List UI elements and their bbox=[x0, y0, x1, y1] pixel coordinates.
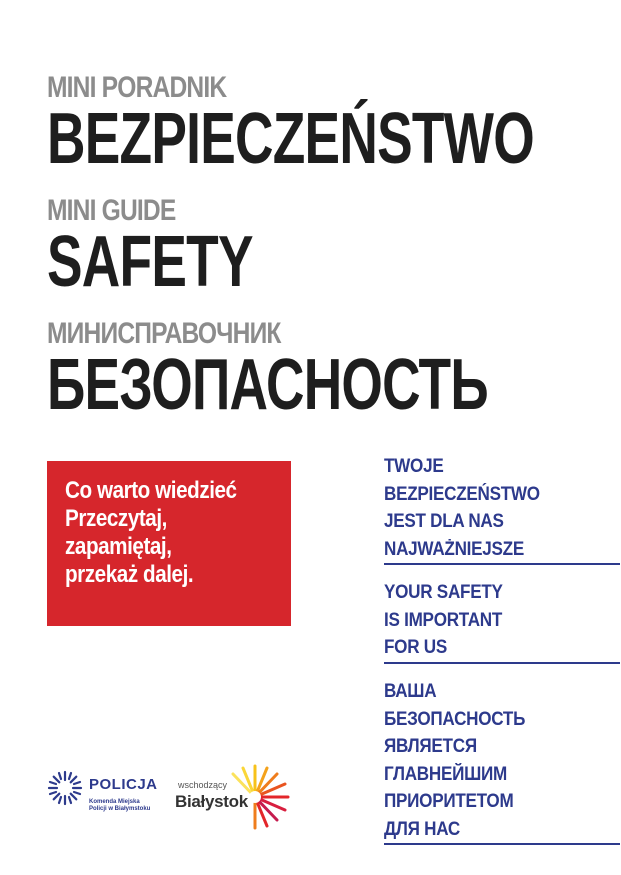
message-line: ПРИОРИТЕТОМ bbox=[384, 791, 514, 812]
message-polish bbox=[384, 453, 620, 565]
police-logo bbox=[47, 770, 167, 814]
message-russian bbox=[384, 678, 620, 845]
safety-messages bbox=[384, 0, 620, 875]
message-line: YOUR SAFETY bbox=[384, 582, 503, 603]
callout-line: Co warto wiedzieć bbox=[65, 477, 237, 504]
police-subtitle bbox=[89, 799, 150, 813]
message-line: NAJWAŻNIEJSZE bbox=[384, 538, 524, 560]
bialystok-logo bbox=[172, 762, 292, 832]
message-line: ЯВЛЯЕТСЯ bbox=[384, 736, 477, 757]
message-line: ВАША bbox=[384, 681, 437, 702]
title-polish: BEZPIECZEŃSTWO bbox=[47, 99, 534, 179]
message-line: BEZPIECZEŃSTWO bbox=[384, 483, 540, 505]
message-english bbox=[384, 579, 620, 664]
subtitle-russian: МИНИСПРАВОЧНИК bbox=[47, 317, 281, 350]
message-line: TWOJE bbox=[384, 456, 444, 477]
city-tagline: wschodzący bbox=[178, 780, 228, 790]
subtitle-polish: MINI PORADNIK bbox=[47, 71, 227, 104]
red-callout-box bbox=[47, 461, 291, 626]
callout-line: Przeczytaj, bbox=[65, 505, 167, 532]
message-line: IS IMPORTANT bbox=[384, 609, 503, 631]
callout-line: przekaż dalej. bbox=[65, 561, 194, 588]
message-line: ГЛАВНЕЙШИМ bbox=[384, 763, 508, 785]
title-russian: БЕЗОПАСНОСТЬ bbox=[47, 345, 488, 425]
title-english: SAFETY bbox=[47, 222, 253, 302]
message-line: БЕЗОПАСНОСТЬ bbox=[384, 708, 526, 730]
police-subtitle-line: Policji w Białymstoku bbox=[89, 806, 151, 812]
message-line: ДЛЯ НАС bbox=[384, 818, 460, 840]
city-name: Białystok bbox=[175, 792, 248, 811]
message-line: FOR US bbox=[384, 637, 447, 658]
callout-line: zapamiętaj, bbox=[65, 533, 172, 560]
message-line: JEST DLA NAS bbox=[384, 511, 504, 532]
police-star-icon bbox=[47, 770, 83, 806]
heading-english bbox=[47, 194, 325, 302]
police-name: POLICJA bbox=[89, 776, 158, 793]
police-subtitle-line: Komenda Miejska bbox=[89, 799, 140, 805]
subtitle-english: MINI GUIDE bbox=[47, 194, 176, 227]
